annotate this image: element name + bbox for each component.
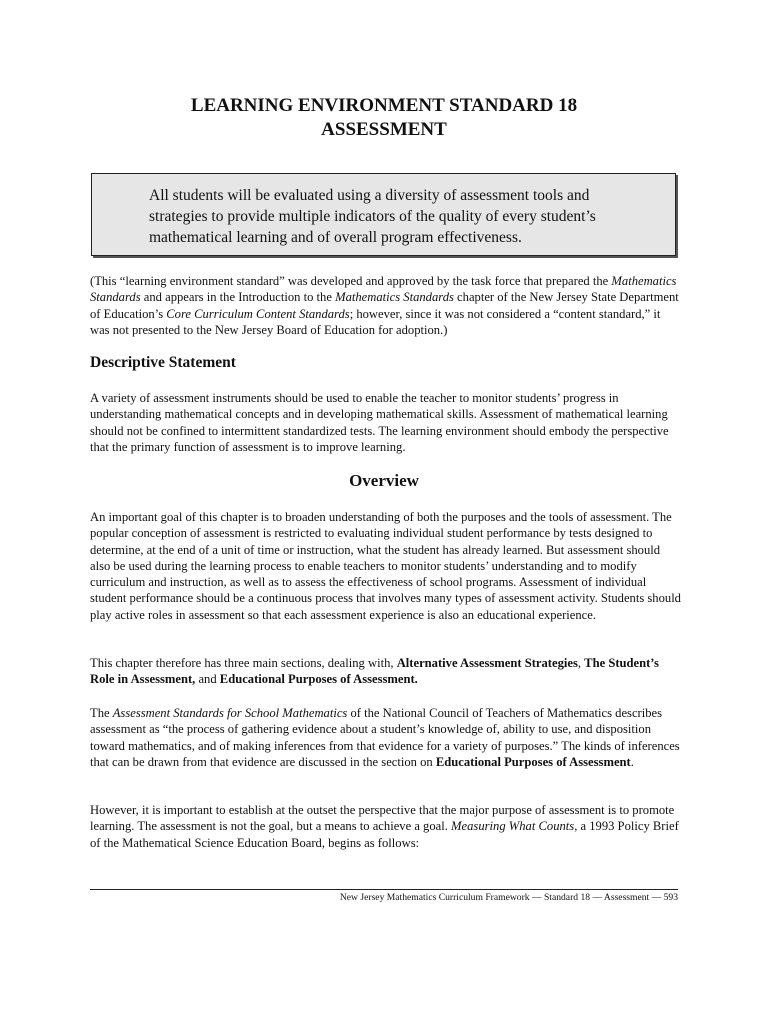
descriptive-statement-heading: Descriptive Statement: [90, 354, 236, 371]
descriptive-statement-paragraph: A variety of assessment instruments should be used to enable the teacher to monitor students’ progress in understanding mathematical concepts and in developing mathematical skills. Assessment of mathematical learning should not be confined to intermittent standardized tests. The learning environment should embody the perspective that the primary function of assessment is to improve learning.: [90, 391, 669, 454]
p2-text-3: and: [195, 672, 220, 687]
p3-italic-1: Assessment Standards for School Mathematics: [112, 706, 348, 720]
title-line-1: LEARNING ENVIRONMENT STANDARD 18: [190, 95, 578, 116]
standard-statement-box: [91, 173, 676, 256]
intro-note-text-4: ; however, since it was not considered a “content standard,” it was not presented to the New Jersey Board of Education for adoption.): [90, 306, 661, 337]
intro-note-paragraph: [90, 273, 682, 338]
p2-text-1: This chapter therefore has three main sections, dealing with,: [90, 656, 397, 670]
intro-note-italic-3: Core Curriculum Content Standards: [166, 306, 350, 321]
p3-text-2: of the National Council of Teachers of Mathematics describes assessment as “the process of gathering evidence about a student’s knowledge of, ability to use, and disposition toward mathematics, and of making inferences from that evidence for a variety of purposes.” The kinds of inferences that can be drawn from that evidence are discussed in the section on: [90, 706, 680, 769]
p4-text-1: However, it is important to establish at the outset the perspective that the major purpose of assessment is to promote learning. The assessment is not the goal, but a means to achieve a goal.: [90, 803, 675, 834]
p4-text-2: , a 1993 Policy Brief of the Mathematical Science Education Board, begins as follows:: [90, 819, 679, 850]
overview-heading: Overview: [349, 471, 419, 490]
p2-bold-1: Alternative Assessment Strategies: [396, 656, 578, 670]
p3-bold-1: Educational Purposes of Assessment: [435, 754, 631, 769]
title-line-2: ASSESSMENT: [321, 119, 447, 140]
overview-paragraph-2: [90, 655, 682, 688]
p2-bold-2: The Student’s Role in Assessment,: [90, 656, 659, 687]
p2-bold-3: Educational Purposes of Assessment.: [219, 672, 418, 687]
footer-divider: [90, 889, 678, 890]
page-title: [90, 94, 678, 142]
standard-statement-text: All students will be evaluated using a diversity of assessment tools and strategies to provide multiple indicators of the quality of every student’s mathematical learning and of overall program effectiveness.: [149, 187, 596, 246]
p3-text-3: .: [630, 754, 634, 769]
overview-paragraph-1: An important goal of this chapter is to broaden understanding of both the purposes and the tools of assessment. The popular conception of assessment is restricted to evaluating individual student performance by tests designed to determine, at the end of a unit of time or instruction, what the student has already learned. But assessment should also be used during the learning process to enable teachers to monitor students’ understanding and to modify curriculum and instruction, as well as to assess the effectiveness of school programs. Assessment of individual student performance should be a continuous process that involves many types of assessment activity. Students should play active roles in assessment so that each assessment experience is also an educational experience.: [90, 510, 681, 622]
overview-paragraph-3: [90, 705, 682, 770]
intro-note-italic-1: Mathematics Standards: [90, 274, 677, 305]
p3-text-1: The: [90, 706, 113, 720]
intro-note-text-2: and appears in the Introduction to the: [140, 290, 336, 305]
intro-note-italic-2: Mathematics Standards: [335, 290, 454, 305]
intro-note-text-1: (This “learning environment standard” was developed and approved by the task force that prepared the: [90, 274, 612, 288]
page-footer: New Jersey Mathematics Curriculum Framework — Standard 18 — Assessment — 593: [339, 892, 678, 903]
p4-italic-1: Measuring What Counts: [451, 819, 575, 834]
p2-text-2: ,: [577, 656, 585, 670]
intro-note-text-3: chapter of the New Jersey State Department of Education’s: [90, 290, 679, 321]
overview-paragraph-4: [90, 802, 682, 851]
